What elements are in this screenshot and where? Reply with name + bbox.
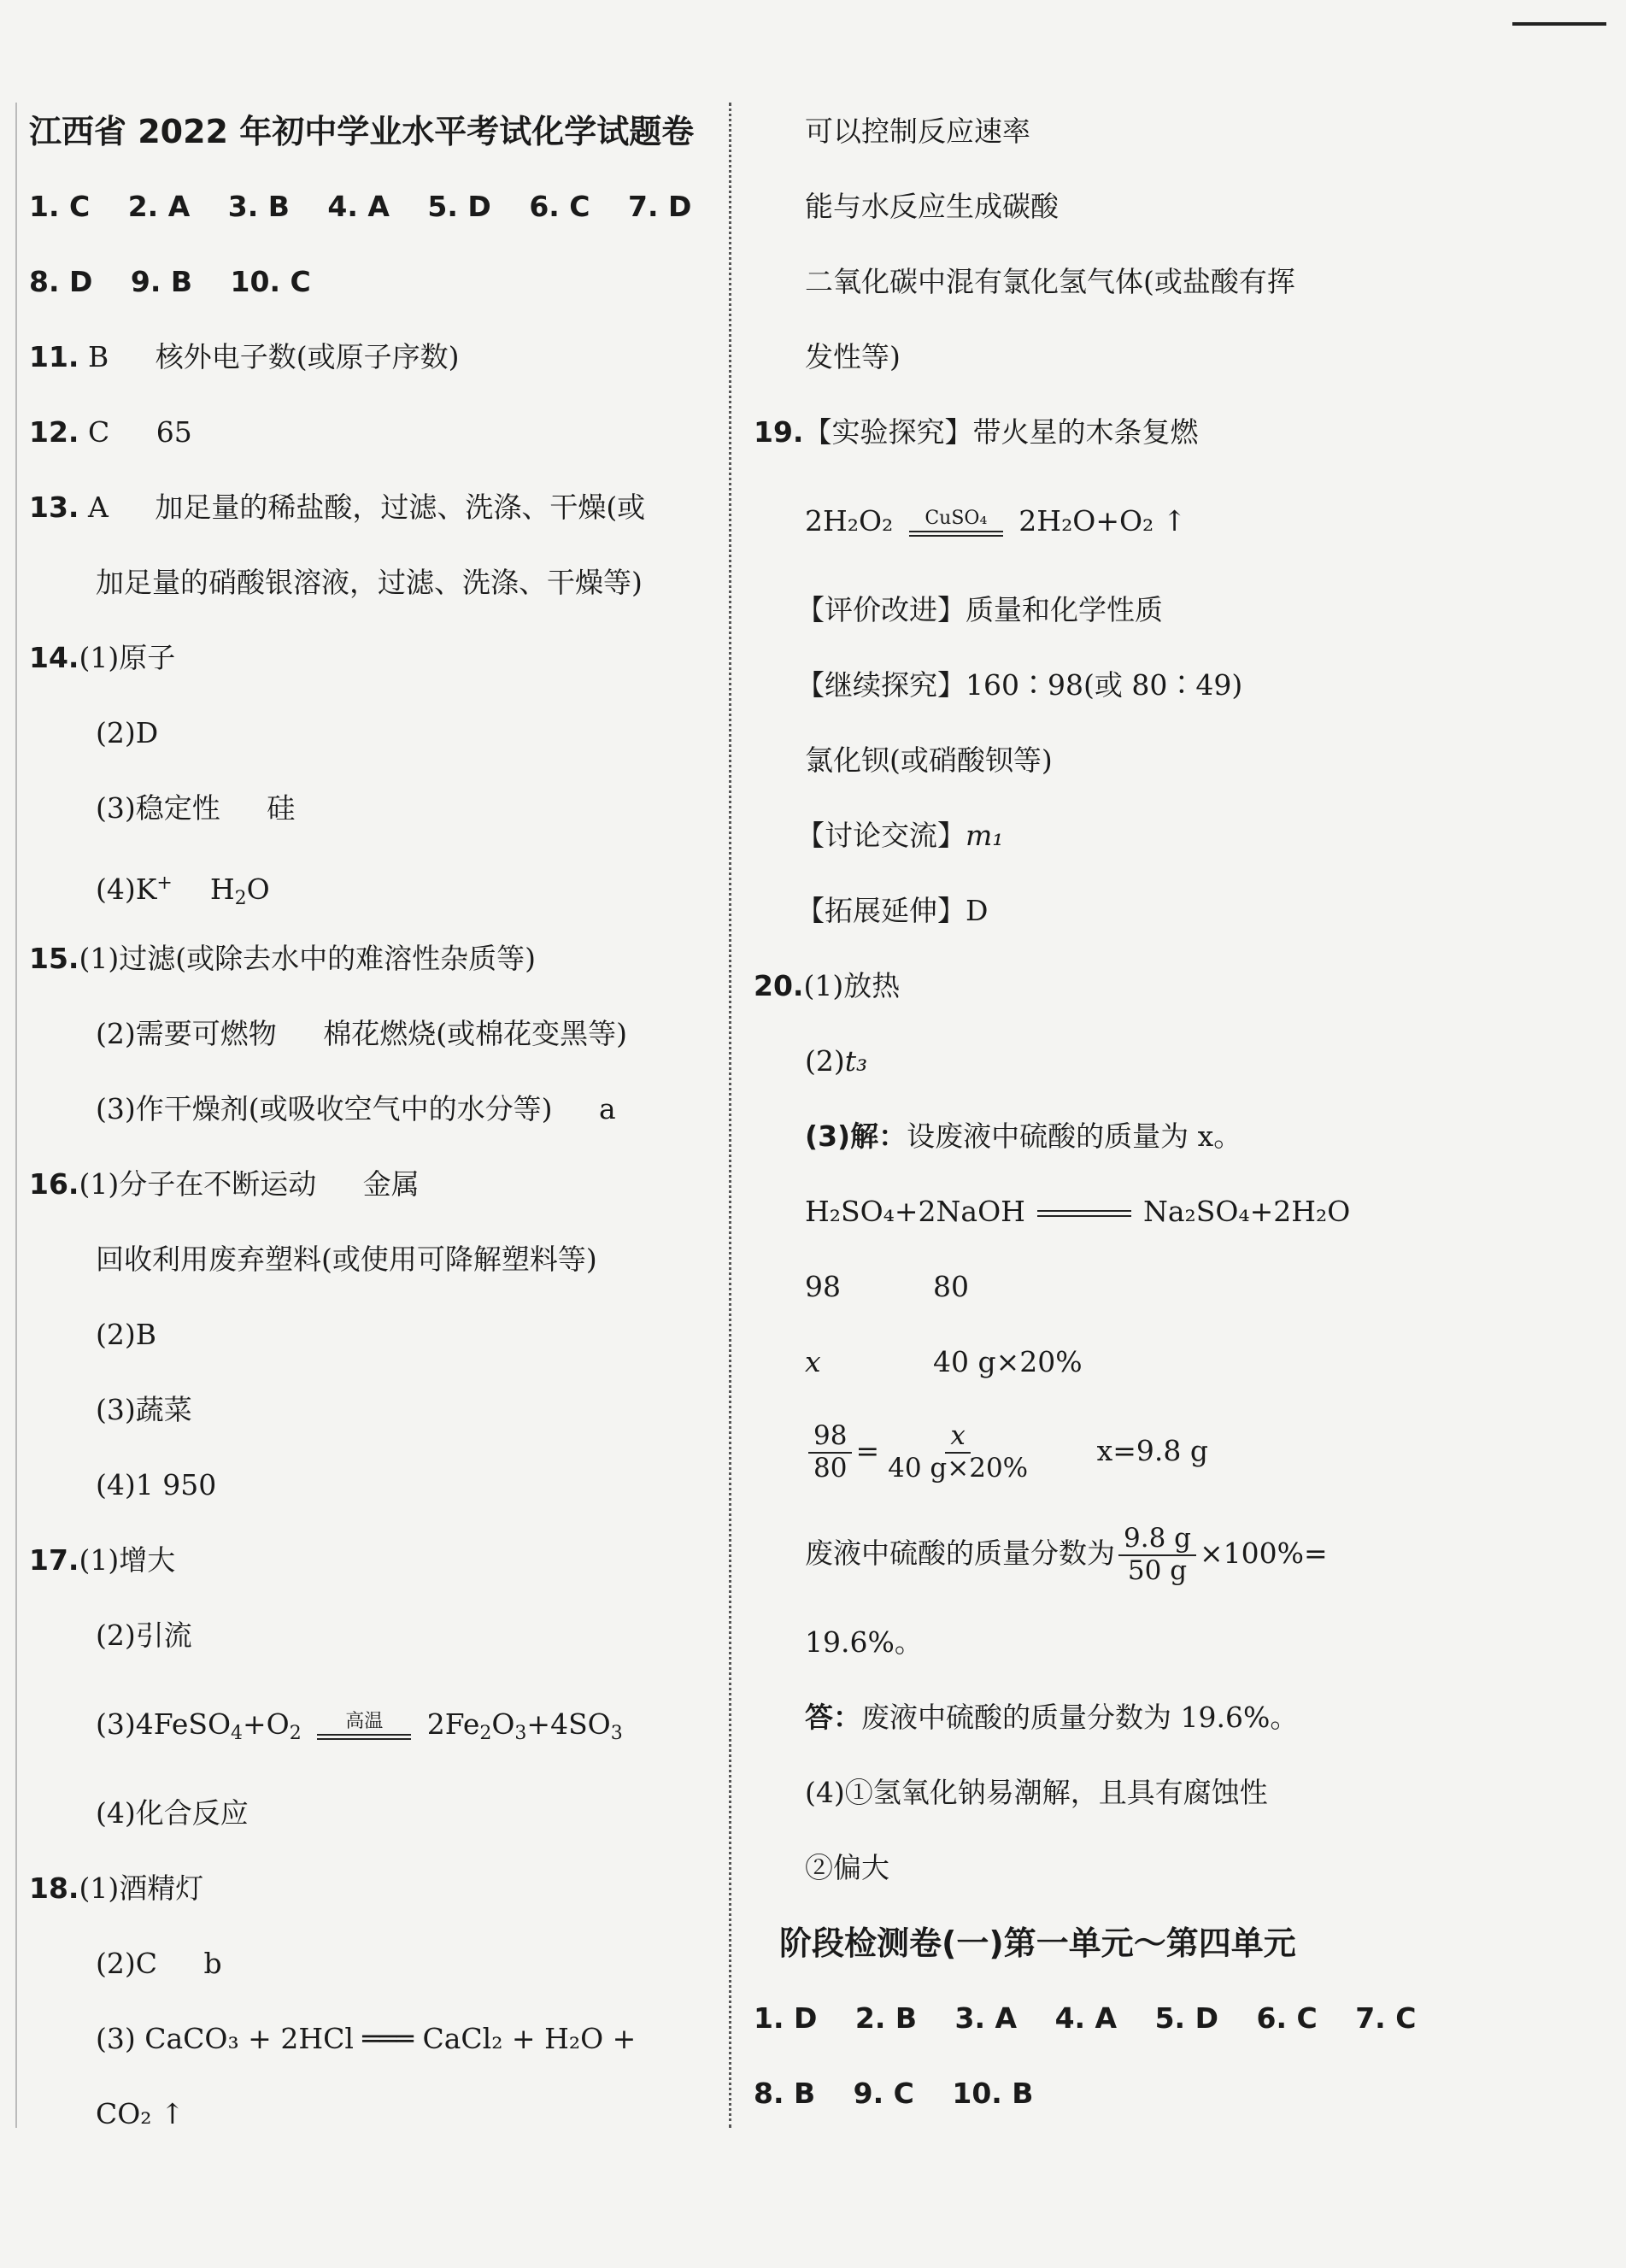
mc2-answers-row-1 bbox=[754, 1981, 1523, 2056]
q15-part2: (2)需要可燃物 棉花燃烧(或棉花变黑等) bbox=[96, 1017, 627, 1050]
mc-answer: 9. B bbox=[130, 265, 193, 298]
mc-answer: 7. C bbox=[1355, 2001, 1417, 2035]
mc-answer: 3. A bbox=[954, 2001, 1018, 2035]
mc-answer: 2. B bbox=[854, 2001, 918, 2035]
q17-part3-equation: $(3)4FeSO_4+O_2$ 高温 $2Fe_2O_3+4SO_3$ bbox=[96, 1707, 623, 1744]
q20-part1: 20.(1)放热 bbox=[754, 969, 901, 1002]
q19-equation: 2H₂O₂ CuSO₄ 2H₂O+O₂ ↑ bbox=[805, 504, 1187, 538]
mc-answer: 9. C bbox=[853, 2077, 914, 2110]
q11-answer: 11. B 核外电子数(或原子序数) bbox=[29, 340, 460, 373]
mc2-answers-row-2 bbox=[754, 2056, 1523, 2131]
q18-part4-b: 能与水反应生成碳酸 bbox=[805, 190, 1059, 223]
mc-answer: 10. B bbox=[952, 2077, 1034, 2110]
reaction-condition: 高温 bbox=[317, 1713, 411, 1740]
q16-part4: (4)1 950 bbox=[96, 1468, 217, 1501]
q14-part1: 14.(1)原子 bbox=[29, 641, 176, 674]
q13-answer-cont: 加足量的硝酸银溶液，过滤、洗涤、干燥等) bbox=[96, 566, 643, 599]
q18-part4-a: 可以控制反应速率 bbox=[805, 115, 1030, 148]
mc-answer: 1. D bbox=[754, 2001, 818, 2035]
mc-answer: 2. A bbox=[127, 190, 191, 223]
mc-answer: 6. C bbox=[1256, 2001, 1318, 2035]
q20-masses: x 40 g×20% bbox=[805, 1345, 1083, 1378]
mc-answer: 5. D bbox=[1154, 2001, 1218, 2035]
mc-answer: 6. C bbox=[529, 190, 590, 223]
q12-answer: 12. C 65 bbox=[29, 415, 192, 449]
q17-part1: 17.(1)增大 bbox=[29, 1543, 176, 1577]
q20-part3: (3)解：设废液中硫酸的质量为 x。 bbox=[805, 1119, 1242, 1153]
q19-reagent: 氯化钡(或硝酸钡等) bbox=[805, 743, 1053, 777]
mc-answer: 8. D bbox=[29, 265, 93, 298]
mc-answer: 1. C bbox=[29, 190, 91, 223]
q18-part5: 二氧化碳中混有氯化氢气体(或盐酸有挥 bbox=[805, 265, 1295, 298]
q14-part4: (4)K+ $H_2O$ bbox=[96, 873, 270, 909]
q16-part2: (2)B bbox=[96, 1318, 156, 1351]
q19-extend: 【拓展延伸】D bbox=[796, 894, 989, 927]
exam-title: 江西省 2022 年初中学业水平考试化学试题卷 bbox=[29, 113, 695, 150]
q18-part1: 18.(1)酒精灯 bbox=[29, 1871, 204, 1905]
mc-answer: 10. C bbox=[230, 265, 311, 298]
q20-molar-mass: 98 80 bbox=[805, 1270, 969, 1303]
q16-part1-cont: 回收利用废弃塑料(或使用可降解塑料等) bbox=[96, 1243, 597, 1276]
q19-discuss: 【讨论交流】m₁ bbox=[796, 819, 1004, 852]
q19-exp: 19.【实验探究】带火星的木条复燃 bbox=[754, 415, 1199, 449]
q20-percent-value: 19.6%。 bbox=[805, 1625, 923, 1659]
q20-percent: 废液中硫酸的质量分数为 $\frac{9.8 g}{50 g}$ ×100%= bbox=[805, 1523, 1328, 1586]
mc-answer: 3. B bbox=[227, 190, 290, 223]
right-column bbox=[754, 94, 1523, 2131]
mc-answers-row-2 bbox=[29, 244, 713, 320]
q15-part1: 15.(1)过滤(或除去水中的难溶性杂质等) bbox=[29, 942, 536, 975]
q20-part4-a: (4)①氢氧化钠易潮解，且具有腐蚀性 bbox=[805, 1776, 1268, 1809]
mc-answers-row-1 bbox=[29, 169, 713, 244]
q19-continue: 【继续探究】160∶98(或 80∶49) bbox=[796, 668, 1243, 702]
mc-answer: 4. A bbox=[327, 190, 390, 223]
q20-conclusion: 答：废液中硫酸的质量分数为 19.6%。 bbox=[805, 1701, 1299, 1734]
q16-part1: 16.(1)分子在不断运动 金属 bbox=[29, 1167, 420, 1201]
left-column bbox=[29, 94, 713, 2152]
q20-part2: (2)t₃ bbox=[805, 1044, 868, 1078]
q19-eval: 【评价改进】质量和化学性质 bbox=[796, 593, 1163, 626]
mc-answer: 7. D bbox=[628, 190, 692, 223]
top-rule bbox=[1512, 22, 1606, 26]
q18-part2: (2)C b bbox=[96, 1947, 222, 1980]
q18-part5-cont: 发性等) bbox=[805, 340, 901, 373]
section-title-2: 阶段检测卷(一)第一单元～第四单元 bbox=[779, 1924, 1296, 1962]
q13-answer: 13. A 加足量的稀盐酸，过滤、洗涤、干燥(或 bbox=[29, 491, 646, 524]
q20-equation: H₂SO₄+2NaOH Na₂SO₄+2H₂O bbox=[805, 1195, 1351, 1228]
q16-part3: (3)蔬菜 bbox=[96, 1393, 192, 1426]
left-edge-line bbox=[15, 103, 17, 2128]
q18-part3-equation: (3) CaCO₃ + 2HCl ═══ CaCl₂ + H₂O + bbox=[96, 2022, 637, 2055]
q20-part4-b: ②偏大 bbox=[805, 1851, 889, 1884]
q20-proportion: $\frac{98}{80}$ = $\frac{x}{40 g\times 20\%}$ x=9.8 g bbox=[754, 1400, 1523, 1502]
mc-answer: 8. B bbox=[754, 2077, 816, 2110]
q17-part2: (2)引流 bbox=[96, 1619, 192, 1652]
q18-part3-cont: CO₂ ↑ bbox=[96, 2097, 185, 2130]
mc-answer: 4. A bbox=[1054, 2001, 1118, 2035]
q17-part4: (4)化合反应 bbox=[96, 1796, 249, 1830]
q14-part3: (3)稳定性 硅 bbox=[96, 791, 296, 825]
column-divider bbox=[729, 103, 731, 2128]
mc-answer: 5. D bbox=[427, 190, 491, 223]
q14-part2: (2)D bbox=[96, 716, 159, 749]
q15-part3: (3)作干燥剂(或吸收空气中的水分等) a bbox=[96, 1092, 616, 1125]
reaction-condition: CuSO₄ bbox=[909, 509, 1003, 537]
